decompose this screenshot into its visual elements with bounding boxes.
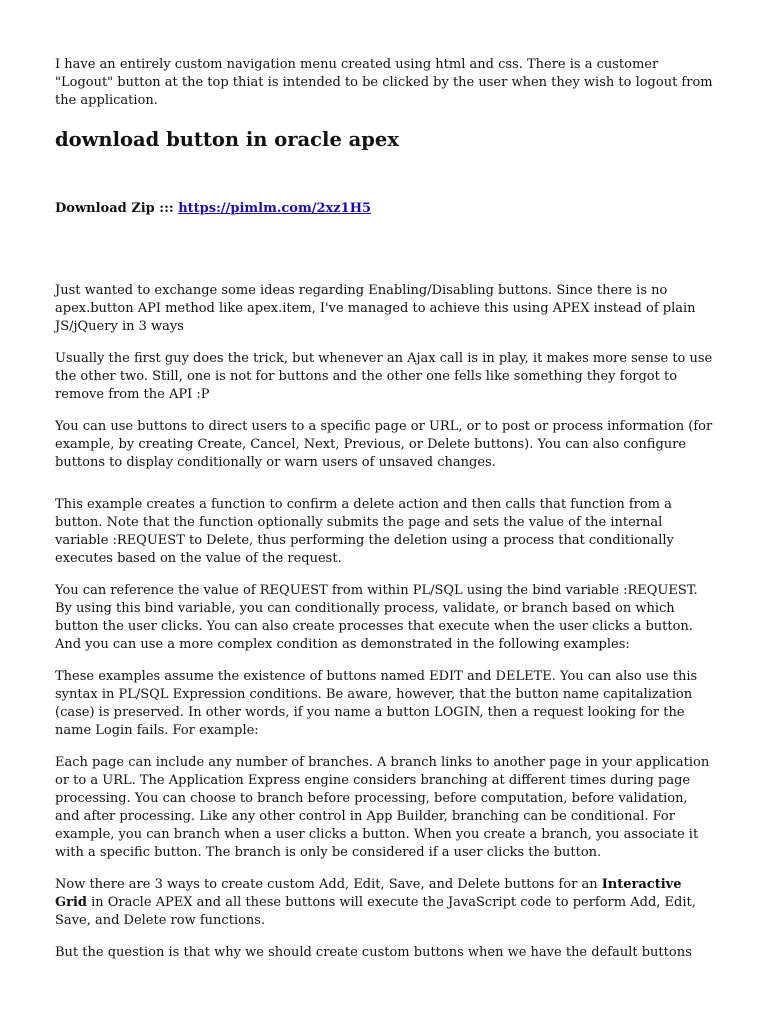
page-title: download button in oracle apex [55, 128, 399, 151]
paragraph-8-text-start: Now there are 3 ways to create custom Add, Edit, Save, and Delete buttons for an [55, 877, 602, 892]
body-paragraph-3: You can use buttons to direct users to a specific page or URL, or to post or process information (for example, by creating Create, Cancel, Next, Previous, or Delete buttons). You can also configure buttons to display conditionally or warn users of unsaved changes. [55, 419, 713, 470]
body-paragraph-9: But the question is that why we should create custom buttons when we have the default buttons [55, 945, 692, 960]
download-link[interactable]: https://pimlm.com/2xz1H5 [178, 201, 372, 216]
body-paragraph-8 [55, 876, 715, 930]
body-paragraph-6: These examples assume the existence of buttons named EDIT and DELETE. You can also use this syntax in PL/SQL Expression conditions. Be aware, however, that the button name capitalization (case) is preserved. In other words, if you name a button LOGIN, then a request looking for the name Login fails. For example: [55, 669, 698, 738]
paragraph-8-text-end: in Oracle APEX and all these buttons will execute the JavaScript code to perform Add, Edit, Save, and Delete row functions. [55, 895, 696, 928]
body-paragraph-1: Just wanted to exchange some ideas regarding Enabling/Disabling buttons. Since there is no apex.button API method like apex.item, I've managed to achieve this using APEX instead of plain JS/jQuery in 3 ways [55, 283, 696, 334]
body-paragraph-2: Usually the first guy does the trick, but whenever an Ajax call is in play, it makes more sense to use the other two. Still, one is not for buttons and the other one fells like something they forgot to remove from the API :P [55, 351, 713, 402]
download-label: Download Zip ::: [55, 201, 174, 216]
body-paragraph-7: Each page can include any number of branches. A branch links to another page in your application or to a URL. The Application Express engine considers branching at different times during page processing. You can choose to branch before processing, before computation, before validation, and after processing. Like any other control in App Builder, branching can be conditional. For example, you can branch when a user clicks a button. When you create a branch, you associate it with a specific button. The branch is only be considered if a user clicks the button. [55, 755, 710, 860]
intro-paragraph: I have an entirely custom navigation menu created using html and css. There is a customer "Logout" button at the top thiat is intended to be clicked by the user when they wish to logout from the application. [55, 57, 713, 108]
body-paragraph-5: You can reference the value of REQUEST from within PL/SQL using the bind variable :REQUEST. By using this bind variable, you can conditionally process, validate, or branch based on which button the user clicks. You can also create processes that execute when the user clicks a button. And you can use a more complex condition as demonstrated in the following examples: [55, 583, 698, 652]
download-line [55, 200, 715, 218]
body-paragraph-4: This example creates a function to confirm a delete action and then calls that function from a button. Note that the function optionally submits the page and sets the value of the internal variable :REQUEST to Delete, thus performing the deletion using a process that conditionally executes based on the value of the request. [55, 497, 674, 566]
interactive-grid-emphasis: Interactive Grid [55, 877, 682, 910]
